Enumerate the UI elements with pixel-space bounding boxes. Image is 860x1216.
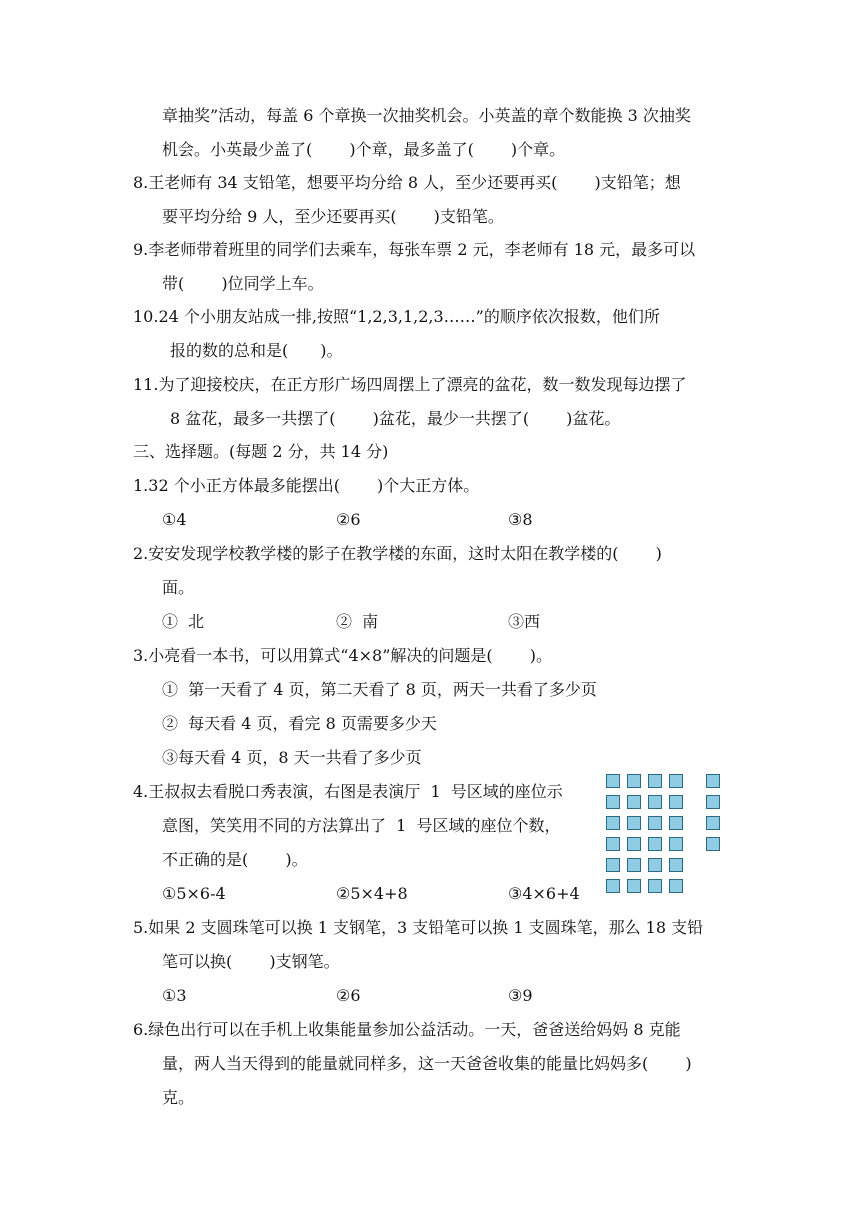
choice-q2-option-1: ① 北 <box>162 612 205 631</box>
seat-square <box>669 816 683 830</box>
seat-square <box>606 774 620 788</box>
choice-q3-option-1: ① 第一天看了 4 页，第二天看了 8 页，两天一共看了多少页 <box>162 680 597 699</box>
seat-square <box>606 879 620 893</box>
choice-q6-line-2: 量，两人当天得到的能量就同样多，这一天爸爸收集的能量比妈妈多( ) <box>162 1054 692 1073</box>
q11-line-2: 8 盆花，最多一共摆了( )盆花，最少一共摆了( )盆花。 <box>170 409 621 428</box>
seat-square <box>648 795 662 809</box>
choice-q5-option-3: ③9 <box>508 986 533 1005</box>
seat-square <box>706 774 720 788</box>
choice-q5-line-1: 5.如果 2 支圆珠笔可以换 1 支钢笔，3 支铅笔可以换 1 支圆珠笔，那么 18 支铅 <box>133 918 704 937</box>
choice-q3-option-3: ③每天看 4 页，8 天一共看了多少页 <box>162 748 422 767</box>
seat-square <box>669 858 683 872</box>
seating-diagram <box>606 774 726 904</box>
q11-line-1: 11.为了迎接校庆，在正方形广场四周摆上了漂亮的盆花，数一数发现每边摆了 <box>133 375 687 394</box>
choice-q2-line-2: 面。 <box>162 578 195 597</box>
choice-q4-option-3: ③4×6+4 <box>508 884 580 903</box>
choice-q1-option-3: ③8 <box>508 510 533 529</box>
seat-square <box>648 879 662 893</box>
choice-q1-option-1: ①4 <box>162 510 187 529</box>
seat-square <box>648 837 662 851</box>
seat-square <box>627 879 641 893</box>
choice-q5-option-2: ②6 <box>336 986 361 1005</box>
seat-square <box>648 774 662 788</box>
choice-q3: 3.小亮看一本书，可以用算式“4×8”解决的问题是( )。 <box>133 646 552 665</box>
seat-square <box>606 858 620 872</box>
q10-line-1: 10.24 个小朋友站成一排,按照“1,2,3,1,2,3……”的顺序依次报数，他们所 <box>133 307 660 326</box>
choice-q4-option-1: ①5×6-4 <box>162 884 226 903</box>
choice-q4-line-3: 不正确的是( )。 <box>162 850 308 869</box>
seat-square <box>669 837 683 851</box>
choice-q1-option-2: ②6 <box>336 510 361 529</box>
choice-q5-option-1: ①3 <box>162 986 187 1005</box>
choice-q1: 1.32 个小正方体最多能摆出( )个大正方体。 <box>133 476 480 495</box>
seat-square <box>706 816 720 830</box>
choice-q2-option-3: ③西 <box>508 612 541 631</box>
seat-square <box>669 879 683 893</box>
seat-square <box>706 837 720 851</box>
seat-square <box>627 858 641 872</box>
seat-square <box>606 795 620 809</box>
q10-line-2: 报的数的总和是( )。 <box>170 341 343 360</box>
choice-q5-line-2: 笔可以换( )支钢笔。 <box>162 952 340 971</box>
seat-square <box>648 816 662 830</box>
seat-square <box>648 858 662 872</box>
q7-line-2: 章抽奖”活动，每盖 6 个章换一次抽奖机会。小英盖的章个数能换 3 次抽奖 <box>162 106 691 125</box>
seat-square <box>627 795 641 809</box>
q8-line-2: 要平均分给 9 人，至少还要再买( )支铅笔。 <box>162 207 504 226</box>
seat-square <box>627 837 641 851</box>
choice-q3-option-2: ② 每天看 4 页，看完 8 页需要多少天 <box>162 714 437 733</box>
seat-square <box>669 795 683 809</box>
seat-square <box>706 795 720 809</box>
seat-square <box>606 816 620 830</box>
choice-q6-line-1: 6.绿色出行可以在手机上收集能量参加公益活动。一天，爸爸送给妈妈 8 克能 <box>133 1020 681 1039</box>
section-3-heading: 三、选择题。(每题 2 分，共 14 分) <box>133 442 389 461</box>
seat-square <box>627 774 641 788</box>
q7-line-3: 机会。小英最少盖了( )个章，最多盖了( )个章。 <box>162 140 566 159</box>
choice-q4-line-1: 4.王叔叔去看脱口秀表演，右图是表演厅 1 号区域的座位示 <box>133 782 563 801</box>
choice-q6-line-3: 克。 <box>162 1088 195 1107</box>
choice-q4-option-2: ②5×4+8 <box>336 884 408 903</box>
q9-line-1: 9.李老师带着班里的同学们去乘车，每张车票 2 元，李老师有 18 元，最多可以 <box>133 240 696 259</box>
choice-q4-line-2: 意图，笑笑用不同的方法算出了 1 号区域的座位个数， <box>162 816 561 835</box>
choice-q2-option-2: ② 南 <box>336 612 379 631</box>
q9-line-2: 带( )位同学上车。 <box>162 274 324 293</box>
q8-line-1: 8.王老师有 34 支铅笔，想要平均分给 8 人，至少还要再买( )支铅笔；想 <box>133 173 681 192</box>
choice-q2-line-1: 2.安安发现学校教学楼的影子在教学楼的东面，这时太阳在教学楼的( ) <box>133 544 662 563</box>
seat-square <box>606 837 620 851</box>
seat-square <box>627 816 641 830</box>
seat-square <box>669 774 683 788</box>
